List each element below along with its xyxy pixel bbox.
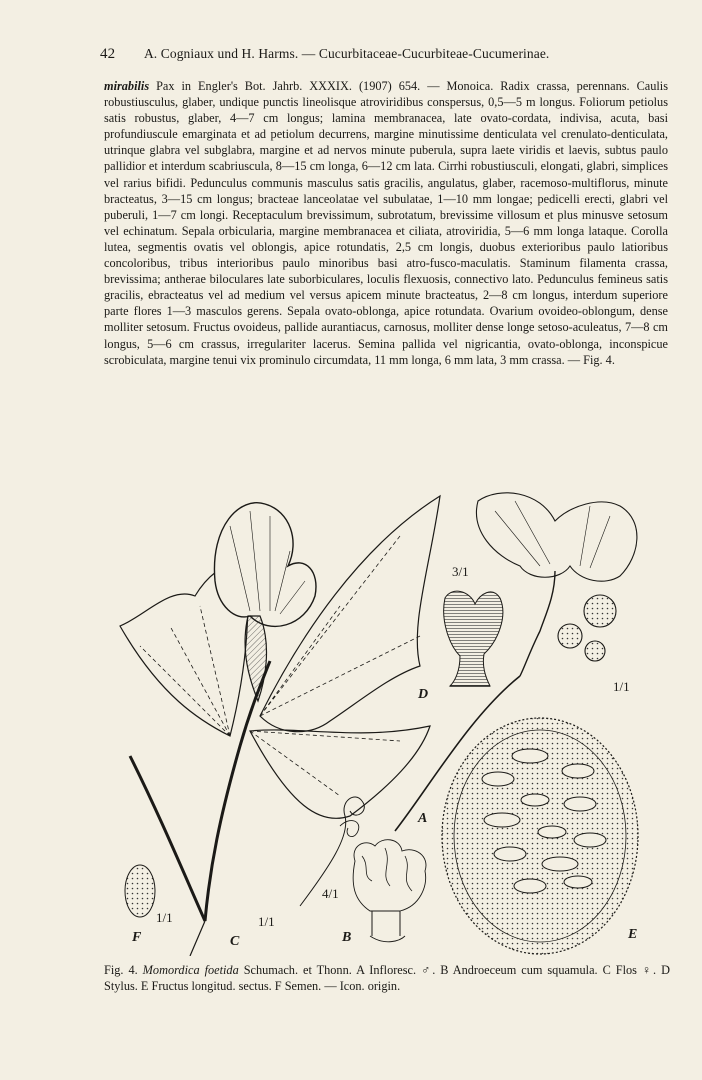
caption-fig-number: Fig. 4.: [104, 963, 138, 977]
figure-caption: [104, 962, 670, 994]
scale-D: 3/1: [452, 564, 469, 579]
hairy-peduncle: [245, 616, 266, 701]
species-description: [104, 78, 668, 368]
species-epithet: mirabilis: [104, 79, 150, 93]
seed-drawing-F: [125, 865, 155, 917]
label-F: F: [132, 930, 142, 945]
flower-petals: [214, 503, 316, 627]
caption-authors: Schumach. et Thonn.: [238, 963, 357, 977]
figure-svg: [100, 486, 670, 956]
label-B: B: [342, 930, 352, 945]
scale-F: 1/1: [156, 910, 173, 925]
label-E: E: [628, 927, 638, 942]
stylus-drawing-D: [444, 591, 503, 686]
page-number: 42: [100, 46, 116, 62]
running-title: A. Cogniaux und H. Harms. — Cucurbitaceae-Cucurbiteae-Cucumerinae.: [143, 46, 550, 61]
botanical-illustration: [100, 486, 670, 956]
scale-A: 1/1: [613, 679, 630, 694]
male-inflorescence-drawing: [476, 493, 636, 676]
label-A: A: [418, 811, 428, 826]
caption-parts: A Infloresc. ♂. B Androeceum cum squamula. C Flos ♀. D Stylus. E Fructus longitud. sectus. F Semen. — Icon. origin.: [104, 963, 670, 993]
fruit-section-drawing-E: [442, 718, 638, 954]
caption-species: Momordica foetida: [142, 963, 239, 977]
scale-B: 4/1: [322, 886, 339, 901]
running-header: [100, 46, 666, 63]
label-D: D: [418, 687, 429, 702]
description-text: Pax in Engler's Bot. Jahrb. XXXIX. (1907) 654. — Monoica. Radix crassa, perennans. Caulis robustiusculus, glaber, undique punctis lineolisque atroviridibus conspersus, 0,5—5 m longus. Foliorum petiolus satis robustus, glaber, 4—7 cm longus; lamina membranacea, late ovato-cordata, indivisa, acuta, basi profundiuscule emarginata et ad petiolum decurrens, margine minutissime denticulata vel crenulato-denticulata, utrinque glabra vel subglabra, margine et ad nervos minute puberula, supra laete viridis et laevis, subtus paulo pallidior et interdum scabriuscula, 8—15 cm longa, 6—12 cm lata. Cirrhi robustiusculi, elongati, glabri, simplices vel rarius bifidi. Pedunculus communis masculus satis gracilis, angulatus, glaber, racemoso-multiflorus, minute bracteatus, 3—15 cm longus; bracteae lanceolatae vel subulatae, 1—10 mm longae; pedicelli erecti, glabri vel puberuli, 1—7 cm longi. Receptaculum brevissimum, subrotatum, brevissime villosum et plus minusve setosum vel echinatum. Sepala orbicularia, margine membranacea et ciliata, atroviridia, 5—6 mm longa lataque. Corolla lutea, segmentis ovatis vel oblongis, apice rotundatis, 2,5 cm longis, duobus exterioribus paulo latioribus concoloribus, tribus interioribus paulo minoribus basi atro-fusco-maculatis. Staminum filamenta crassa, brevissima; antherae biloculares late suborbiculares, loculis flexuosis, connectivo lato. Pedunculus femineus satis gracilis, ebracteatus vel ad medium vel versus apicem minute bracteatus, 2—8 cm longus, interdum superiore parte flores 1—3 masculos gerens. Sepala ovato-oblonga, apice rotundata. Ovarium ovoideo-oblongum, dense molliter setosum. Fructus ovoideus, pallide aurantiacus, carnosus, molliter dense longe setoso-aculeatus, 7—8 cm longus, 5—6 cm crassus, irregulariter lacerus. Semina pallida vel nigricantia, ovato-oblonga, inconspicue scrobiculata, margine tenui vix prominulo circumdata, 11 mm longa, 6 mm lata, 3 mm crassa. — Fig. 4.: [104, 79, 668, 367]
label-C: C: [230, 934, 240, 949]
scale-C: 1/1: [258, 914, 275, 929]
androeceum-drawing-B: [353, 840, 426, 942]
